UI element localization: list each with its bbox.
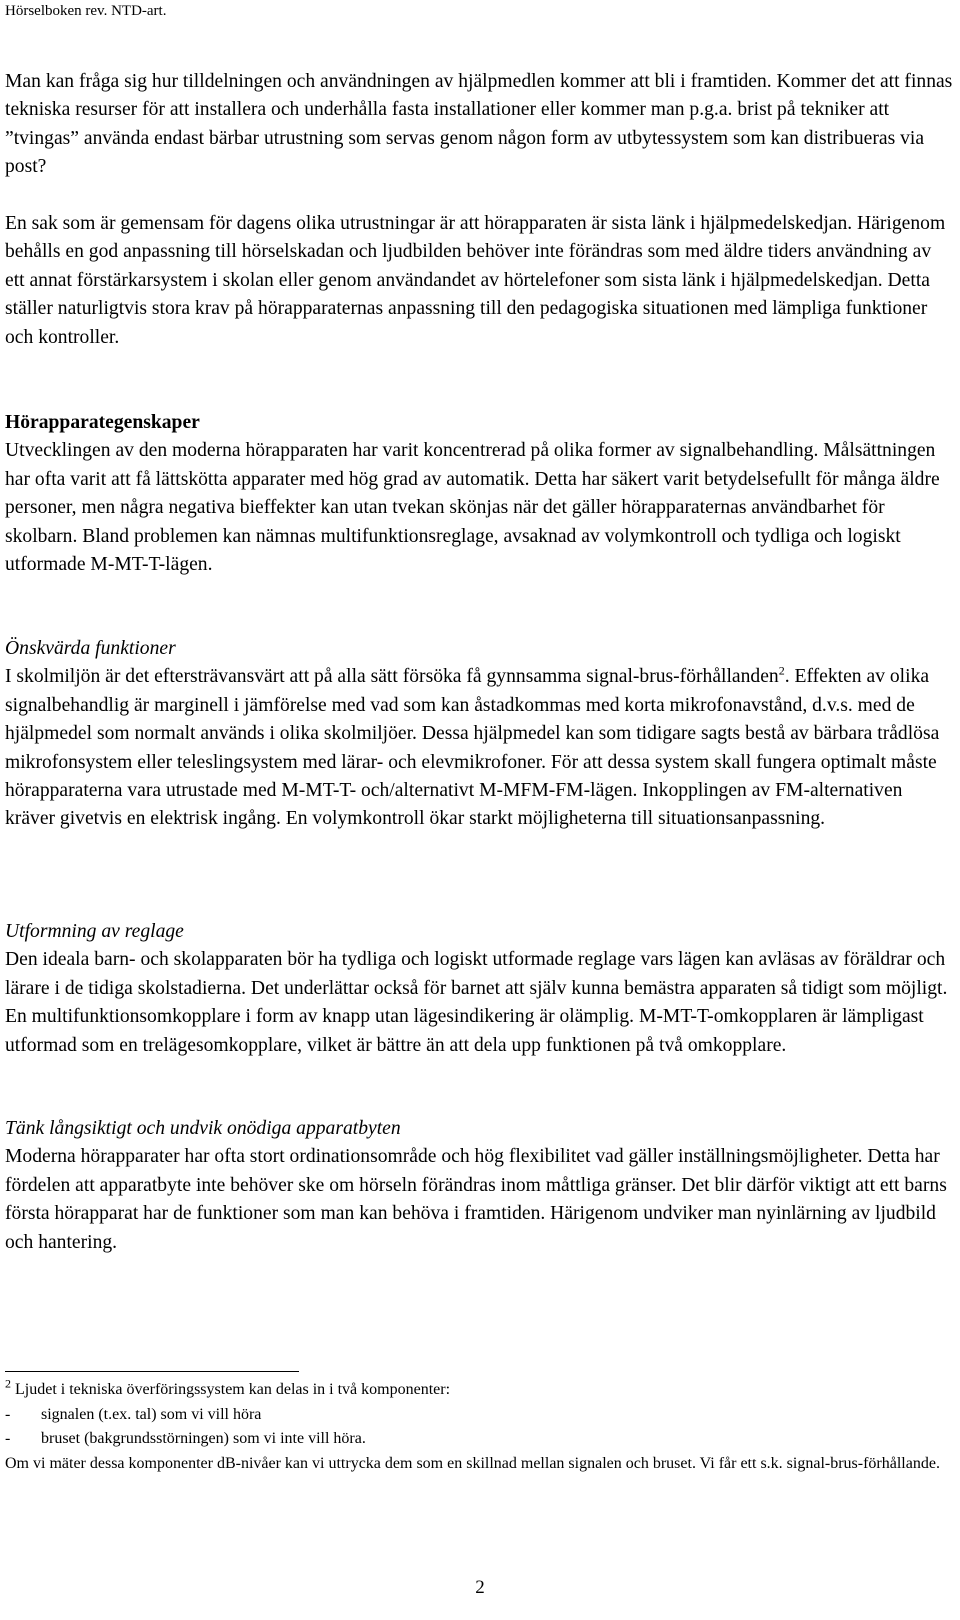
section-body: Moderna hörapparater har ofta stort ordinationsområde och hög flexibilitet vad gäller inställningsmöjligheter. Detta har fördelen att apparatbyte inte behöver ske om hörseln förändras inom måttliga gränser. Det blir därför viktigt att ett barns första hörapparat har de funktioner som man kan behöva i framtiden. Härigenom undviker man nyinlärning av ljudbild och hantering.	[5, 1146, 947, 1253]
list-item-text: signalen (t.ex. tal) som vi vill höra	[41, 1405, 262, 1423]
footnote-list-item	[5, 1403, 953, 1428]
footnote-reference: 2	[778, 663, 785, 678]
section-tank-langsiktigt	[5, 1115, 953, 1257]
section-heading: Tänk långsiktigt och undvik onödiga apparatbyten	[5, 1118, 401, 1139]
paragraph-intro	[5, 68, 953, 182]
list-dash: -	[5, 1430, 11, 1447]
section-body: Utvecklingen av den moderna hörapparaten har varit koncentrerad på olika former av signalbehandling. Målsättningen har ofta varit att få lättskötta apparater med hög grad av automatik. Detta har säkert varit betydelsefullt för många äldre personer, men några negativa bieffekter kan utan tvekan skönjas när det gäller hörapparaternas användbarhet för skolbarn. Bland problemen kan nämnas multifunktionsreglage, avsaknad av volymkontroll och tydliga och logiskt utformade M-MT-T-lägen.	[5, 440, 940, 576]
list-dash: -	[5, 1405, 11, 1423]
paragraph-common	[5, 210, 953, 352]
section-body	[5, 663, 953, 833]
section-body-part-2: . Effekten av olika signalbehandlig är marginell i jämförelse med vad som kan åstadkommas med korta mikrofonavstånd, d.v.s. med de hjälpmedel som normalt används i olika skolmiljöer. Dessa hjälpmedel kan som tidigare sagts bestå av bärbara trådlösa mikrofonsystem eller teleslingsystem med lärar- och elevmikrofoner. För att dessa system skall fungera optimalt måste hörapparaterna vara utrustade med M-MT-T- och/alternativt M-MFM-FM-lägen. Inkopplingen av FM-alternativen kräver givetvis en elektrisk ingång. En volymkontroll ökar starkt möjligheterna till situationsanpassning.	[5, 666, 940, 830]
footnote-separator	[5, 1371, 299, 1372]
paragraph-future-allocation: Man kan fråga sig hur tilldelningen och användningen av hjälpmedlen kommer att bli i framtiden. Kommer det att finnas tekniska resurser för att installera och underhålla fasta installationer eller kommer man p.g.a. brist på tekniker att ”tvingas” använda endast bärbar utrustning som servas genom någon form av utbytessystem som kan distribueras via post?	[5, 71, 953, 178]
section-heading: Önskvärda funktioner	[5, 638, 176, 659]
section-heading: Utformning av reglage	[5, 921, 184, 942]
section-body: Den ideala barn- och skolapparaten bör ha tydliga och logiskt utformade reglage vars lägen kan avläsas av föräldrar och lärare i de tidiga skolstadierna. Det underlättar också för barnet att själv kunna bemästra apparaten så tidigt som möjligt. En multifunktionsomkopplare i form av knapp utan lägesindikering är olämplig. M-MT-T-omkopplaren är lämpligast utformad som en trelägesomkopplare, vilket är bättre än att dela upp funktionen på två omkopplare.	[5, 949, 948, 1056]
footnote-intro	[5, 1378, 953, 1403]
list-item-text: bruset (bakgrundsstörningen) som vi inte vill höra.	[41, 1430, 366, 1447]
footnote-list-item	[5, 1427, 953, 1452]
page-number: 2	[475, 1577, 485, 1598]
section-heading: Hörapparategenskaper	[5, 412, 200, 433]
running-header: Hörselboken rev. NTD-art.	[5, 3, 167, 19]
footnote	[5, 1378, 953, 1476]
paragraph-last-link: En sak som är gemensam för dagens olika utrustningar är att hörapparaten är sista länk i hjälpmedelskedjan. Härigenom behålls en god anpassning till hörselskadan och ljudbilden behöver inte förändras som med äldre tiders användning av ett annat förstärkarsystem i skolan eller genom användandet av hörtelefoner som sista länk i hjälpmedelskedjan. Detta ställer naturligtvis stora krav på hörapparaternas anpassning till den pedagogiska situationen med lämpliga funktioner och kontroller.	[5, 213, 946, 348]
section-onskvarda-funktioner	[5, 635, 953, 834]
footnote-intro-text: Ljudet i tekniska överföringssystem kan delas in i två komponenter:	[11, 1381, 451, 1398]
footnote-number: 2	[5, 1376, 11, 1391]
section-utformning-av-reglage	[5, 918, 953, 1060]
footnote-closing: Om vi mäter dessa komponenter dB-nivåer kan vi uttrycka dem som en skillnad mellan signalen och bruset. Vi får ett s.k. signal-brus-förhållande.	[5, 1454, 940, 1472]
section-horapparategenskaper	[5, 409, 953, 579]
section-body-part-1: I skolmiljön är det eftersträvansvärt att på alla sätt försöka få gynnsamma signal-brus-förhållanden	[5, 666, 779, 688]
